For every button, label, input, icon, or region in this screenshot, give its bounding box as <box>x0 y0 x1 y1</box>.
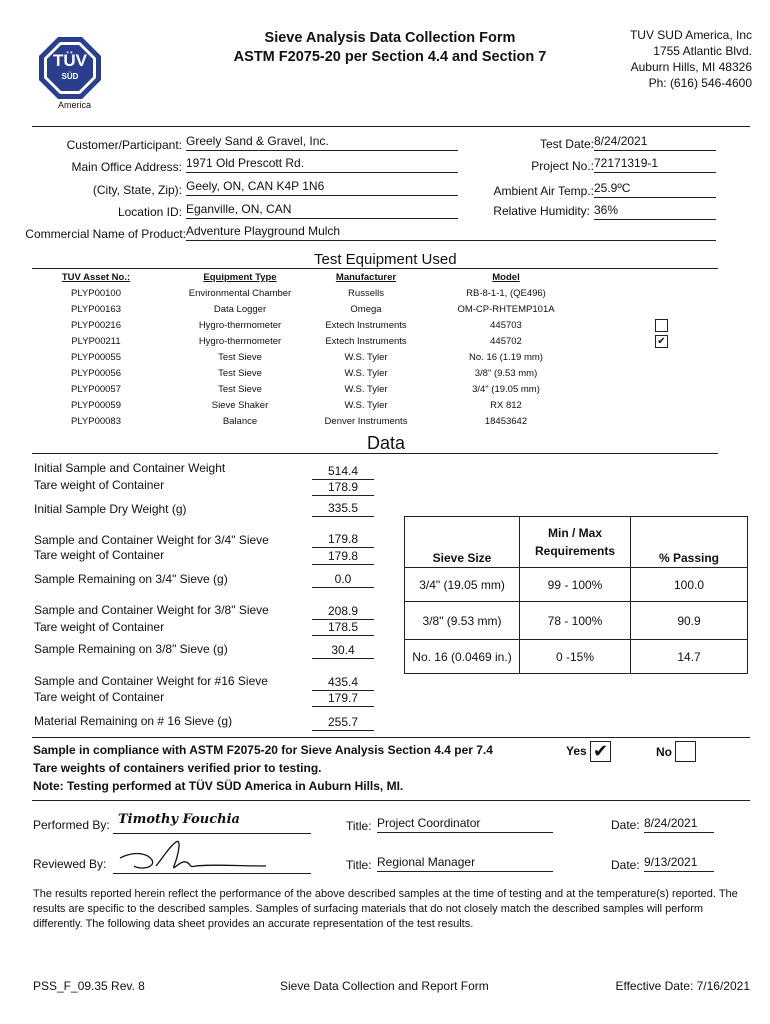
tare38-label: Tare weight of Container <box>34 620 165 634</box>
equipment-list <box>0 286 770 430</box>
w34-value[interactable]: 179.8 <box>312 531 374 548</box>
tare38-value[interactable]: 178.5 <box>312 619 374 636</box>
equipment-type: Balance <box>222 416 258 427</box>
office-field[interactable]: 1971 Old Prescott Rd. <box>186 156 458 173</box>
tare1-label: Tare weight of Container <box>34 478 165 492</box>
compliance-block <box>33 741 493 795</box>
reviewed-title-label: Title: <box>346 858 372 872</box>
performed-by-label: Performed By: <box>33 818 110 832</box>
manufacturer: W.S. Tyler <box>344 352 388 363</box>
disclaimer-text: The results reported herein reflect the performance of the above described samples at the time of testing and at the temperature(s) reported. The results are specific to the described samples. Samples of surfacing materials that do not closely match the described samples will perform differently. The following data sheet provides an accurate representation of the test results. <box>33 888 738 930</box>
manufacturer: W.S. Tyler <box>344 368 388 379</box>
equipment-type: Sieve Shaker <box>211 400 269 411</box>
w16-value[interactable]: 435.4 <box>312 674 374 691</box>
project-label: Project No.: <box>531 159 594 173</box>
tare34-value[interactable]: 179.8 <box>312 548 374 565</box>
col-passing: % Passing <box>631 517 748 568</box>
tare34-label: Tare weight of Container <box>34 548 165 562</box>
model: 3/8" (9.53 mm) <box>474 368 538 379</box>
percent-passing: 100.0 <box>631 568 748 602</box>
equipment-type: Test Sieve <box>218 368 262 379</box>
location-label: Location ID: <box>117 205 182 219</box>
equipment-title-underline <box>32 268 718 269</box>
company-phone: Ph: (616) 546-4600 <box>648 76 752 90</box>
equipment-checkbox-2[interactable] <box>655 335 668 348</box>
col-type: Equipment Type <box>203 272 277 283</box>
humidity-field[interactable]: 36% <box>594 203 716 220</box>
reviewed-by-label: Reviewed By: <box>33 857 107 871</box>
compliance-line3: Note: Testing performed at TÜV SÜD America in Auburn Hills, MI. <box>33 779 404 793</box>
logo-caption: America <box>58 100 92 110</box>
asset-no: PLYP00056 <box>70 368 121 379</box>
initial-weight-value[interactable]: 514.4 <box>312 463 374 480</box>
tare16-label: Tare weight of Container <box>34 690 165 704</box>
manufacturer: Denver Instruments <box>324 416 408 427</box>
test-date-label: Test Date: <box>539 137 594 151</box>
form-title-line1: Sieve Analysis Data Collection Form <box>264 30 516 46</box>
equipment-type: Hygro-thermometer <box>198 320 282 331</box>
project-field[interactable]: 72171319-1 <box>594 156 716 173</box>
form-name: Sieve Data Collection and Report Form <box>280 979 489 993</box>
asset-no: PLYP00055 <box>70 352 121 363</box>
manufacturer: W.S. Tyler <box>344 400 388 411</box>
w38-label: Sample and Container Weight for 3/8" Sieve <box>34 603 269 617</box>
w16-label: Sample and Container Weight for #16 Sieve <box>34 674 268 688</box>
asset-no: PLYP00100 <box>70 288 121 299</box>
effective-date: Effective Date: 7/16/2021 <box>615 979 750 993</box>
equipment-type: Environmental Chamber <box>188 288 292 299</box>
temp-field[interactable]: 25.9ºC <box>594 181 716 198</box>
rem34-label: Sample Remaining on 3/4" Sieve (g) <box>34 572 228 586</box>
compliance-bottom-line <box>32 800 750 801</box>
location-field[interactable]: Eganville, ON, CAN <box>186 202 458 219</box>
model: 18453642 <box>484 416 528 427</box>
company-name: TUV SUD America, Inc <box>629 28 752 42</box>
performed-signature: Timothy Fouchia <box>118 812 240 827</box>
temp-label: Ambient Air Temp.: <box>493 184 594 198</box>
equipment-row <box>0 350 770 366</box>
equipment-row <box>0 334 770 350</box>
test-date-field[interactable]: 8/24/2021 <box>594 134 716 151</box>
requirement: 0 -15% <box>520 640 631 674</box>
compliance-top-line <box>32 737 750 738</box>
rem38-value[interactable]: 30.4 <box>312 642 374 659</box>
model: RB-8-1-1, (QE496) <box>466 288 546 299</box>
product-label: Commercial Name of Product: <box>25 227 186 241</box>
performed-date-field[interactable]: 8/24/2021 <box>644 816 714 833</box>
equipment-type: Hygro-thermometer <box>198 336 282 347</box>
dry-weight-value[interactable]: 335.5 <box>312 500 374 517</box>
equipment-type: Test Sieve <box>218 384 262 395</box>
performed-title-field[interactable]: Project Coordinator <box>377 816 553 833</box>
product-field[interactable]: Adventure Playground Mulch <box>186 224 716 241</box>
asset-no: PLYP00163 <box>70 304 121 315</box>
manufacturer: Omega <box>350 304 382 315</box>
table-row <box>405 640 748 674</box>
equipment-row <box>0 414 770 430</box>
rem16-label: Material Remaining on # 16 Sieve (g) <box>34 714 233 728</box>
logo-subtext: SÜD <box>61 72 79 81</box>
header-divider <box>32 126 750 127</box>
percent-passing: 14.7 <box>631 640 748 674</box>
rem38-label: Sample Remaining on 3/8" Sieve (g) <box>34 642 228 656</box>
model: 3/4" (19.05 mm) <box>472 384 540 395</box>
office-label: Main Office Address: <box>71 160 182 174</box>
col-requirements: Min / Max Requirements <box>520 517 631 568</box>
checkmark-icon: ✔ <box>657 336 666 347</box>
compliance-line2: Tare weights of containers verified prior to testing. <box>33 761 322 775</box>
reviewed-title-field[interactable]: Regional Manager <box>377 855 553 872</box>
yes-checkbox[interactable] <box>590 741 611 762</box>
model: RX 812 <box>490 400 522 411</box>
form-id: PSS_F_09.35 Rev. 8 <box>33 979 145 993</box>
no-checkbox[interactable] <box>675 741 696 762</box>
asset-no: PLYP00211 <box>71 336 121 347</box>
asset-no: PLYP00216 <box>70 320 121 331</box>
equipment-type: Data Logger <box>213 304 267 315</box>
equipment-checkbox-1[interactable] <box>655 319 668 332</box>
tare1-value[interactable]: 178.9 <box>312 479 374 496</box>
performed-signature-line[interactable] <box>113 832 311 834</box>
table-row <box>405 602 748 640</box>
manufacturer: W.S. Tyler <box>344 384 388 395</box>
col-sieve-size: Sieve Size <box>405 517 520 568</box>
reviewed-date-field[interactable]: 9/13/2021 <box>644 855 714 872</box>
col-asset: TUV Asset No.: <box>61 272 131 283</box>
city-label: (City, State, Zip): <box>92 183 182 197</box>
requirement: 99 - 100% <box>520 568 631 602</box>
requirement: 78 - 100% <box>520 602 631 640</box>
compliance-line1: Sample in compliance with ASTM F2075-20 for Sieve Analysis Section 4.4 per 7.4 <box>33 743 493 757</box>
manufacturer: Russells <box>348 288 384 299</box>
participant-field[interactable]: Greely Sand & Gravel, Inc. <box>186 134 458 151</box>
checkmark-icon: ✔ <box>592 741 609 761</box>
table-row <box>405 568 748 602</box>
sieve-size: 3/8" (9.53 mm) <box>405 602 520 640</box>
reviewed-date-label: Date: <box>611 858 640 872</box>
col-manufacturer: Manufacturer <box>335 272 397 283</box>
w34-label: Sample and Container Weight for 3/4" Sieve <box>34 533 269 547</box>
no-label: No <box>656 745 672 759</box>
rem34-value[interactable]: 0.0 <box>312 571 374 588</box>
equipment-row <box>0 398 770 414</box>
sieve-size: 3/4" (19.05 mm) <box>405 568 520 602</box>
sieve-size: No. 16 (0.0469 in.) <box>405 640 520 674</box>
table-header-row <box>405 517 748 568</box>
logo-text: TÜV <box>53 51 87 70</box>
equipment-row <box>0 318 770 334</box>
model: No. 16 (1.19 mm) <box>469 352 543 363</box>
dry-weight-label: Initial Sample Dry Weight (g) <box>34 502 187 516</box>
equipment-row <box>0 286 770 302</box>
company-city: Auburn Hills, MI 48326 <box>630 60 752 74</box>
manufacturer: Extech Instruments <box>325 336 407 347</box>
equipment-section-title: Test Equipment Used <box>314 251 457 268</box>
tuv-logo <box>38 36 102 100</box>
humidity-label: Relative Humidity: <box>493 204 590 218</box>
form-title-line2: ASTM F2075-20 per Section 4.4 and Section 7 <box>233 49 547 65</box>
yes-label: Yes <box>566 744 587 758</box>
company-street: 1755 Atlantic Blvd. <box>653 44 752 58</box>
city-field[interactable]: Geely, ON, CAN K4P 1N6 <box>186 179 458 196</box>
asset-no: PLYP00059 <box>70 400 121 411</box>
performed-title-label: Title: <box>346 819 372 833</box>
w38-value[interactable]: 208.9 <box>312 603 374 620</box>
tare16-value[interactable]: 179.7 <box>312 690 374 707</box>
percent-passing: 90.9 <box>631 602 748 640</box>
performed-date-label: Date: <box>611 818 640 832</box>
equipment-row <box>0 366 770 382</box>
data-section-title: Data <box>367 433 406 453</box>
asset-no: PLYP00057 <box>70 384 121 395</box>
col-model: Model <box>492 272 520 283</box>
reviewed-signature-icon <box>116 836 276 876</box>
model: OM-CP-RHTEMP101A <box>457 304 555 315</box>
manufacturer: Extech Instruments <box>325 320 407 331</box>
sieve-results-table <box>404 516 748 674</box>
equipment-type: Test Sieve <box>218 352 262 363</box>
equipment-row <box>0 382 770 398</box>
rem16-value[interactable]: 255.7 <box>312 714 374 731</box>
model: 445703 <box>490 320 522 331</box>
participant-label: Customer/Participant: <box>66 138 182 152</box>
initial-weight-label: Initial Sample and Container Weight <box>34 461 226 475</box>
asset-no: PLYP00083 <box>70 416 121 427</box>
data-title-underline <box>32 453 718 454</box>
model: 445702 <box>490 336 522 347</box>
equipment-row <box>0 302 770 318</box>
